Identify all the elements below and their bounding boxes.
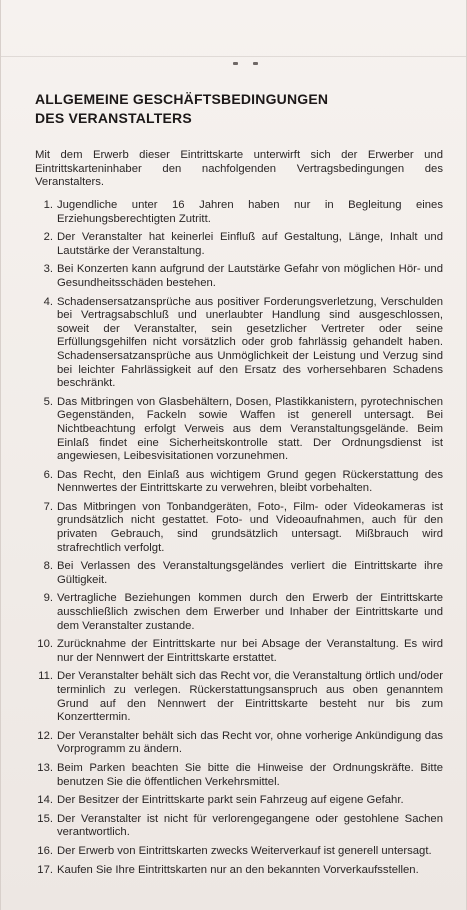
term-text: Beim Parken beachten Sie bitte die Hinweise der Ordnungskräfte. Bitte benutzen Sie die öffentlichen Verkehrsmittel. [57,761,443,788]
staple-mark [253,62,258,65]
term-text: Der Veranstalter behält sich das Recht vor, die Veranstaltung örtlich und/oder terminlich zu verlegen. Rückerstattungsanspruch aus oben genanntem Grund auf den Nennwert der Eintrittskarte besteht nur bis zum Konzerttermin. [57,670,443,724]
term-item [35,231,443,258]
term-number: 6. [43,468,53,481]
term-number: 2. [43,231,53,244]
term-number: 3. [43,263,53,276]
title-line-1: ALLGEMEINE GESCHÄFTSBEDINGUNGEN [35,91,329,107]
term-number: 8. [43,560,53,573]
term-number: 16. [37,844,53,857]
term-text: Jugendliche unter 16 Jahren haben nur in Begleitung eines Erziehungsberechtigten Zutritt. [57,199,443,225]
term-number: 7. [43,500,53,513]
term-text: Kaufen Sie Ihre Eintrittskarten nur an den bekannten Vorverkaufsstellen. [57,863,419,876]
term-item [35,670,443,724]
term-number: 13. [37,761,53,774]
term-item [35,794,443,808]
term-item [35,396,443,464]
term-number: 10. [37,638,53,651]
term-item [35,296,443,391]
term-item [35,845,443,859]
term-item [35,501,443,555]
term-number: 14. [37,794,53,807]
fold-line [1,56,466,57]
term-number: 4. [43,295,53,308]
term-number: 12. [37,729,53,742]
term-text: Vertragliche Beziehungen kommen durch den Erwerb der Eintrittskarte ausschließlich zwischen dem Erwerber und Inhaber der Eintrittskarte und dem Veranstalter zustande. [57,592,443,632]
term-item [35,762,443,789]
term-item [35,730,443,757]
term-number: 5. [43,395,53,408]
term-text: Bei Verlassen des Veranstaltungsgeländes verliert die Eintrittskarte ihre Gültigkeit. [57,560,443,586]
term-item [35,592,443,633]
term-text: Bei Konzerten kann aufgrund der Lautstärke Gefahr von möglichen Hör- und Gesundheitsschäden bestehen. [57,263,443,289]
term-text: Der Veranstalter behält sich das Recht vor, ohne vorherige Ankündigung das Vorprogramm zu ändern. [57,729,443,756]
term-item [35,199,443,226]
term-item [35,560,443,587]
term-number: 1. [43,199,53,211]
term-item [35,263,443,290]
term-text: Der Besitzer der Eintrittskarte parkt sein Fahrzeug auf eigene Gefahr. [57,794,404,807]
term-text: Der Erwerb von Eintrittskarten zwecks Weiterverkauf ist generell untersagt. [57,844,432,857]
term-text: Der Veranstalter ist nicht für verlorengegangene oder gestohlene Sachen verantwortlich. [57,812,443,839]
page-title [35,90,435,128]
term-item [35,813,443,840]
title-line-2: DES VERANSTALTERS [35,110,192,126]
term-number: 15. [37,812,53,825]
term-text: Das Mitbringen von Glasbehältern, Dosen, Plastikkanistern, pyrotechnischen Gegenständen, Fackeln sowie Waffen ist generell untersagt. Bei Nichtbeachtung erfolgt Verweis aus dem Veranstaltungsgelände. Beim Einlaß findet eine Sicherheitskontrolle statt. Der Ordnungsdienst ist angewiesen, Leibesvisitationen vorzunehmen. [57,395,443,463]
term-item [35,638,443,665]
term-text: Zurücknahme der Eintrittskarte nur bei Absage der Veranstaltung. Es wird nur der Nennwert der Eintrittskarte erstattet. [57,638,443,664]
term-text: Schadensersatzansprüche aus positiver Forderungsverletzung, Verschulden bei Vertragsabschluß und unerlaubter Handlung sind ausgeschlossen, soweit der Veranstalter, sein gesetzlicher Vertreter oder seine Erfüllungsgehilfen nicht vorsätzlich oder grob fahrlässig gehandelt haben. Schadensersatzansprüche aus Unmöglichkeit der Leistung und Verzug sind bei leichter Fahrlässigkeit auf den Ersatz des vorhersehbaren Schadens beschränkt. [57,295,443,390]
terms-list [35,199,443,882]
staple-mark [233,62,238,65]
term-text: Der Veranstalter hat keinerlei Einfluß auf Gestaltung, Länge, Inhalt und Lautstärke der Veranstaltung. [57,231,443,257]
intro-paragraph: Mit dem Erwerb dieser Eintrittskarte unterwirft sich der Erwerber und Eintrittskarteninhaber den nachfolgenden Vertragsbedingungen des Veranstalters. [35,149,443,189]
term-number: 17. [37,863,53,876]
term-item [35,469,443,496]
term-item [35,864,443,878]
term-number: 11. [38,670,53,683]
term-number: 9. [43,592,53,605]
term-text: Das Mitbringen von Tonbandgeräten, Foto-, Film- oder Videokameras ist grundsätzlich nicht gestattet. Foto- und Videoaufnahmen, auch für den privaten Gebrauch, sind grundsätzlich untersagt. Mißbrauch wird strafrechtlich verfolgt. [57,500,443,554]
term-text: Das Recht, den Einlaß aus wichtigem Grund gegen Rückerstattung des Nennwertes der Eintrittskarte zu verwehren, bleibt vorbehalten. [57,468,443,495]
